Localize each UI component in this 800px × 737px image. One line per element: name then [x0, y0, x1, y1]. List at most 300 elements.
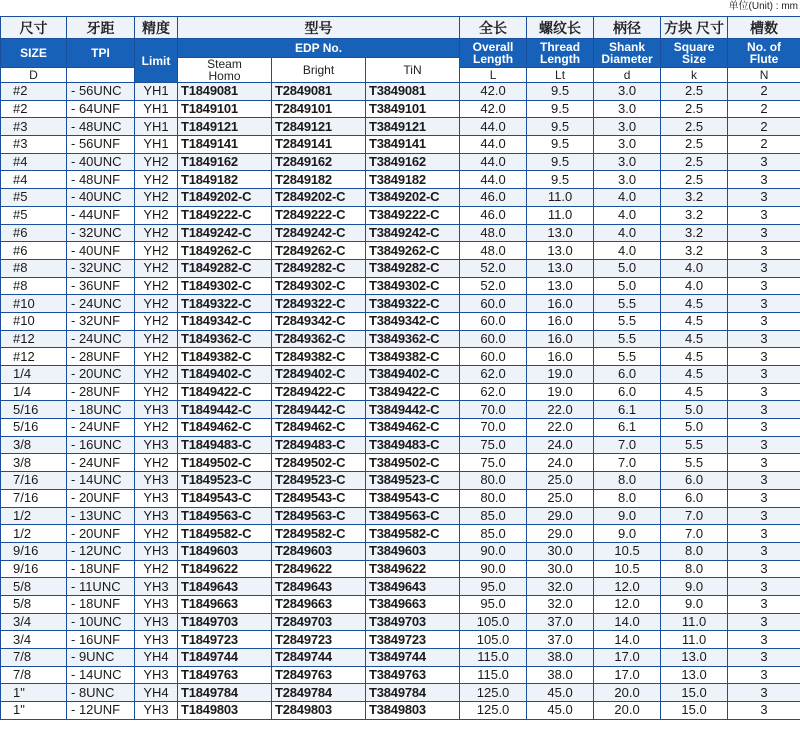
- cell-thread-length: 11.0: [527, 189, 594, 207]
- cell-steam-homo: T1849502-C: [178, 454, 272, 472]
- cell-bright: T2849663: [272, 595, 366, 613]
- cell-steam-homo: T1849282-C: [178, 259, 272, 277]
- cell-overall-length: 75.0: [460, 454, 527, 472]
- cell-flutes: 3: [728, 277, 800, 295]
- cell-tin: T3849141: [366, 136, 460, 154]
- cell-steam-homo: T1849643: [178, 578, 272, 596]
- cell-tpi: - 16UNF: [67, 631, 135, 649]
- cell-thread-length: 19.0: [527, 383, 594, 401]
- cell-tpi: - 48UNC: [67, 118, 135, 136]
- cell-bright: T2849543-C: [272, 489, 366, 507]
- cell-bright: T2849622: [272, 560, 366, 578]
- cell-size: 7/16: [1, 489, 67, 507]
- thread-line1: Thread: [540, 40, 581, 54]
- cell-overall-length: 70.0: [460, 401, 527, 419]
- cell-limit: YH3: [135, 489, 178, 507]
- cell-limit: YH3: [135, 472, 178, 490]
- table-row: [1, 595, 800, 613]
- cell-size: 9/16: [1, 560, 67, 578]
- cell-thread-length: 25.0: [527, 489, 594, 507]
- col-size-cn: 尺寸: [1, 17, 67, 39]
- cell-tin: T3849202-C: [366, 189, 460, 207]
- cell-bright: T2849101: [272, 100, 366, 118]
- cell-tpi: - 18UNF: [67, 560, 135, 578]
- shank-line2: Diameter: [601, 52, 653, 66]
- cell-square-size: 5.5: [661, 454, 728, 472]
- cell-thread-length: 9.5: [527, 83, 594, 101]
- cell-thread-length: 16.0: [527, 312, 594, 330]
- cell-size: 1/4: [1, 383, 67, 401]
- cell-shank-diameter: 14.0: [594, 613, 661, 631]
- cell-shank-diameter: 3.0: [594, 136, 661, 154]
- cell-tpi: - 18UNF: [67, 595, 135, 613]
- col-flutes-cn: 槽数: [728, 17, 800, 39]
- steam-line2: Homo: [208, 69, 241, 83]
- cell-overall-length: 105.0: [460, 631, 527, 649]
- cell-bright: T2849242-C: [272, 224, 366, 242]
- cell-thread-length: 9.5: [527, 118, 594, 136]
- cell-bright: T2849422-C: [272, 383, 366, 401]
- cell-shank-diameter: 5.5: [594, 312, 661, 330]
- cell-tpi: - 13UNC: [67, 507, 135, 525]
- cell-tpi: - 14UNC: [67, 472, 135, 490]
- cell-thread-length: 16.0: [527, 295, 594, 313]
- cell-size: #2: [1, 83, 67, 101]
- cell-size: 5/8: [1, 578, 67, 596]
- cell-steam-homo: T1849803: [178, 702, 272, 720]
- square-line2: Size: [682, 52, 707, 66]
- table-row: [1, 525, 800, 543]
- cell-limit: YH3: [135, 542, 178, 560]
- spec-table: [0, 16, 800, 720]
- cell-limit: YH3: [135, 613, 178, 631]
- cell-shank-diameter: 3.0: [594, 100, 661, 118]
- cell-flutes: 3: [728, 472, 800, 490]
- cell-thread-length: 9.5: [527, 136, 594, 154]
- cell-overall-length: 95.0: [460, 595, 527, 613]
- cell-steam-homo: T1849523-C: [178, 472, 272, 490]
- cell-bright: T2849182: [272, 171, 366, 189]
- table-row: [1, 436, 800, 454]
- cell-size: #6: [1, 242, 67, 260]
- cell-shank-diameter: 8.0: [594, 489, 661, 507]
- cell-size: 1": [1, 702, 67, 720]
- cell-limit: YH2: [135, 277, 178, 295]
- cell-flutes: 3: [728, 436, 800, 454]
- cell-overall-length: 85.0: [460, 507, 527, 525]
- cell-bright: T2849402-C: [272, 366, 366, 384]
- steam-line1: Steam: [207, 57, 242, 71]
- cell-tin: T3849342-C: [366, 312, 460, 330]
- cell-square-size: 2.5: [661, 83, 728, 101]
- cell-square-size: 8.0: [661, 560, 728, 578]
- cell-tpi: - 24UNF: [67, 454, 135, 472]
- cell-bright: T2849643: [272, 578, 366, 596]
- cell-shank-diameter: 3.0: [594, 171, 661, 189]
- cell-tin: T3849182: [366, 171, 460, 189]
- col-steam-homo: [178, 58, 272, 83]
- cell-square-size: 11.0: [661, 613, 728, 631]
- cell-flutes: 3: [728, 578, 800, 596]
- cell-flutes: 3: [728, 702, 800, 720]
- table-row: [1, 649, 800, 667]
- cell-flutes: 3: [728, 206, 800, 224]
- sym-shank-diameter: d: [594, 68, 661, 83]
- cell-tin: T3849101: [366, 100, 460, 118]
- cell-thread-length: 32.0: [527, 595, 594, 613]
- shank-line1: Shank: [609, 40, 646, 54]
- col-tpi-cn: 牙距: [67, 17, 135, 39]
- table-row: [1, 383, 800, 401]
- sym-square-size: k: [661, 68, 728, 83]
- cell-shank-diameter: 10.5: [594, 542, 661, 560]
- col-thread-length-en: [527, 39, 594, 68]
- cell-tpi: - 40UNF: [67, 242, 135, 260]
- cell-size: #6: [1, 224, 67, 242]
- cell-steam-homo: T1849784: [178, 684, 272, 702]
- cell-tin: T3849402-C: [366, 366, 460, 384]
- cell-steam-homo: T1849101: [178, 100, 272, 118]
- cell-flutes: 3: [728, 649, 800, 667]
- cell-limit: YH2: [135, 224, 178, 242]
- table-row: [1, 613, 800, 631]
- cell-steam-homo: T1849302-C: [178, 277, 272, 295]
- cell-thread-length: 16.0: [527, 330, 594, 348]
- cell-limit: YH2: [135, 206, 178, 224]
- cell-square-size: 15.0: [661, 702, 728, 720]
- table-row: [1, 454, 800, 472]
- cell-tin: T3849502-C: [366, 454, 460, 472]
- cell-flutes: 3: [728, 507, 800, 525]
- cell-steam-homo: T1849222-C: [178, 206, 272, 224]
- col-shank-diameter-cn: 柄径: [594, 17, 661, 39]
- table-row: [1, 136, 800, 154]
- cell-overall-length: 44.0: [460, 153, 527, 171]
- cell-thread-length: 38.0: [527, 666, 594, 684]
- table-row: [1, 666, 800, 684]
- cell-shank-diameter: 3.0: [594, 83, 661, 101]
- table-row: [1, 277, 800, 295]
- cell-tpi: - 36UNF: [67, 277, 135, 295]
- cell-square-size: 5.0: [661, 419, 728, 437]
- cell-shank-diameter: 10.5: [594, 560, 661, 578]
- table-row: [1, 242, 800, 260]
- cell-thread-length: 37.0: [527, 613, 594, 631]
- cell-thread-length: 30.0: [527, 560, 594, 578]
- thread-line2: Length: [540, 52, 581, 66]
- cell-square-size: 15.0: [661, 684, 728, 702]
- cell-flutes: 3: [728, 348, 800, 366]
- cell-square-size: 4.0: [661, 277, 728, 295]
- cell-size: 3/4: [1, 613, 67, 631]
- cell-square-size: 4.5: [661, 383, 728, 401]
- cell-flutes: 2: [728, 83, 800, 101]
- cell-limit: YH2: [135, 366, 178, 384]
- cell-tin: T3849302-C: [366, 277, 460, 295]
- cell-tpi: - 8UNC: [67, 684, 135, 702]
- table-row: [1, 171, 800, 189]
- cell-size: #3: [1, 136, 67, 154]
- cell-square-size: 13.0: [661, 666, 728, 684]
- cell-square-size: 2.5: [661, 100, 728, 118]
- cell-shank-diameter: 17.0: [594, 649, 661, 667]
- sym-thread-length: Lt: [527, 68, 594, 83]
- cell-square-size: 2.5: [661, 118, 728, 136]
- cell-bright: T2849502-C: [272, 454, 366, 472]
- cell-thread-length: 9.5: [527, 100, 594, 118]
- cell-tpi: - 56UNC: [67, 83, 135, 101]
- header-row-en: [1, 39, 800, 58]
- cell-bright: T2849362-C: [272, 330, 366, 348]
- cell-thread-length: 29.0: [527, 525, 594, 543]
- cell-flutes: 3: [728, 295, 800, 313]
- col-size-en: SIZE: [1, 39, 67, 68]
- cell-thread-length: 9.5: [527, 171, 594, 189]
- cell-size: #12: [1, 330, 67, 348]
- cell-size: #4: [1, 153, 67, 171]
- cell-shank-diameter: 6.0: [594, 366, 661, 384]
- cell-limit: YH2: [135, 189, 178, 207]
- cell-tpi: - 48UNF: [67, 171, 135, 189]
- cell-flutes: 2: [728, 100, 800, 118]
- cell-square-size: 2.5: [661, 171, 728, 189]
- cell-overall-length: 52.0: [460, 259, 527, 277]
- cell-flutes: 2: [728, 136, 800, 154]
- cell-shank-diameter: 3.0: [594, 118, 661, 136]
- cell-flutes: 3: [728, 383, 800, 401]
- cell-flutes: 3: [728, 366, 800, 384]
- cell-tin: T3849663: [366, 595, 460, 613]
- cell-bright: T2849703: [272, 613, 366, 631]
- cell-size: 3/8: [1, 436, 67, 454]
- cell-tin: T3849803: [366, 702, 460, 720]
- cell-flutes: 3: [728, 542, 800, 560]
- cell-overall-length: 125.0: [460, 702, 527, 720]
- cell-limit: YH4: [135, 649, 178, 667]
- cell-limit: YH1: [135, 136, 178, 154]
- cell-steam-homo: T1849744: [178, 649, 272, 667]
- cell-bright: T2849483-C: [272, 436, 366, 454]
- cell-shank-diameter: 5.5: [594, 295, 661, 313]
- cell-tin: T3849322-C: [366, 295, 460, 313]
- cell-flutes: 3: [728, 419, 800, 437]
- cell-bright: T2849342-C: [272, 312, 366, 330]
- cell-shank-diameter: 3.0: [594, 153, 661, 171]
- table-row: [1, 631, 800, 649]
- cell-overall-length: 48.0: [460, 242, 527, 260]
- cell-steam-homo: T1849342-C: [178, 312, 272, 330]
- cell-shank-diameter: 12.0: [594, 578, 661, 596]
- cell-size: #10: [1, 312, 67, 330]
- cell-thread-length: 37.0: [527, 631, 594, 649]
- cell-overall-length: 60.0: [460, 348, 527, 366]
- cell-size: 9/16: [1, 542, 67, 560]
- cell-square-size: 3.2: [661, 242, 728, 260]
- cell-flutes: 2: [728, 118, 800, 136]
- cell-steam-homo: T1849622: [178, 560, 272, 578]
- unit-note: 单位(Unit) : mm: [728, 1, 798, 12]
- cell-thread-length: 19.0: [527, 366, 594, 384]
- cell-tin: T3849262-C: [366, 242, 460, 260]
- cell-tpi: - 10UNC: [67, 613, 135, 631]
- table-row: [1, 684, 800, 702]
- cell-size: 5/16: [1, 401, 67, 419]
- cell-tpi: - 20UNC: [67, 366, 135, 384]
- cell-flutes: 3: [728, 666, 800, 684]
- cell-size: #4: [1, 171, 67, 189]
- cell-thread-length: 13.0: [527, 259, 594, 277]
- cell-size: 3/8: [1, 454, 67, 472]
- cell-bright: T2849202-C: [272, 189, 366, 207]
- cell-overall-length: 80.0: [460, 489, 527, 507]
- cell-shank-diameter: 7.0: [594, 436, 661, 454]
- cell-steam-homo: T1849723: [178, 631, 272, 649]
- cell-steam-homo: T1849442-C: [178, 401, 272, 419]
- cell-shank-diameter: 4.0: [594, 189, 661, 207]
- cell-thread-length: 9.5: [527, 153, 594, 171]
- cell-tpi: - 20UNF: [67, 489, 135, 507]
- cell-tpi: - 11UNC: [67, 578, 135, 596]
- cell-size: #3: [1, 118, 67, 136]
- cell-tin: T3849462-C: [366, 419, 460, 437]
- col-tpi-en: TPI: [67, 39, 135, 68]
- cell-bright: T2849723: [272, 631, 366, 649]
- cell-shank-diameter: 5.0: [594, 259, 661, 277]
- flutes-line2: Flute: [749, 52, 779, 66]
- cell-tin: T3849603: [366, 542, 460, 560]
- cell-overall-length: 52.0: [460, 277, 527, 295]
- cell-limit: YH2: [135, 525, 178, 543]
- cell-tpi: - 28UNF: [67, 348, 135, 366]
- cell-tin: T3849362-C: [366, 330, 460, 348]
- cell-size: 7/16: [1, 472, 67, 490]
- cell-tin: T3849622: [366, 560, 460, 578]
- cell-steam-homo: T1849141: [178, 136, 272, 154]
- cell-steam-homo: T1849422-C: [178, 383, 272, 401]
- cell-bright: T2849582-C: [272, 525, 366, 543]
- cell-square-size: 3.2: [661, 224, 728, 242]
- cell-square-size: 4.5: [661, 348, 728, 366]
- cell-steam-homo: T1849262-C: [178, 242, 272, 260]
- cell-shank-diameter: 8.0: [594, 472, 661, 490]
- cell-steam-homo: T1849563-C: [178, 507, 272, 525]
- cell-limit: YH3: [135, 436, 178, 454]
- cell-overall-length: 75.0: [460, 436, 527, 454]
- table-row: [1, 702, 800, 720]
- cell-limit: YH2: [135, 454, 178, 472]
- cell-square-size: 7.0: [661, 525, 728, 543]
- col-overall-length-cn: 全长: [460, 17, 527, 39]
- cell-square-size: 2.5: [661, 136, 728, 154]
- cell-bright: T2849744: [272, 649, 366, 667]
- cell-steam-homo: T1849081: [178, 83, 272, 101]
- cell-size: #5: [1, 206, 67, 224]
- col-shank-diameter-en: [594, 39, 661, 68]
- cell-shank-diameter: 12.0: [594, 595, 661, 613]
- cell-thread-length: 13.0: [527, 224, 594, 242]
- cell-shank-diameter: 4.0: [594, 224, 661, 242]
- cell-tin: T3849442-C: [366, 401, 460, 419]
- cell-flutes: 3: [728, 312, 800, 330]
- cell-thread-length: 45.0: [527, 684, 594, 702]
- cell-shank-diameter: 9.0: [594, 507, 661, 525]
- cell-tin: T3849643: [366, 578, 460, 596]
- cell-flutes: 3: [728, 330, 800, 348]
- cell-steam-homo: T1849402-C: [178, 366, 272, 384]
- cell-limit: YH2: [135, 330, 178, 348]
- cell-bright: T2849302-C: [272, 277, 366, 295]
- cell-shank-diameter: 6.1: [594, 401, 661, 419]
- col-model-cn: 型号: [178, 17, 460, 39]
- cell-limit: YH1: [135, 118, 178, 136]
- table-row: [1, 366, 800, 384]
- cell-bright: T2849282-C: [272, 259, 366, 277]
- cell-shank-diameter: 6.0: [594, 383, 661, 401]
- cell-tin: T3849162: [366, 153, 460, 171]
- cell-tpi: - 20UNF: [67, 525, 135, 543]
- cell-thread-length: 22.0: [527, 419, 594, 437]
- cell-flutes: 3: [728, 401, 800, 419]
- cell-tpi: - 32UNF: [67, 312, 135, 330]
- cell-overall-length: 60.0: [460, 312, 527, 330]
- col-square-size-en: [661, 39, 728, 68]
- cell-tin: T3849723: [366, 631, 460, 649]
- table-row: [1, 83, 800, 101]
- cell-shank-diameter: 5.5: [594, 348, 661, 366]
- cell-thread-length: 13.0: [527, 242, 594, 260]
- cell-flutes: 3: [728, 595, 800, 613]
- cell-tin: T3849744: [366, 649, 460, 667]
- cell-steam-homo: T1849763: [178, 666, 272, 684]
- cell-limit: YH2: [135, 312, 178, 330]
- cell-tin: T3849081: [366, 83, 460, 101]
- cell-flutes: 3: [728, 454, 800, 472]
- cell-overall-length: 80.0: [460, 472, 527, 490]
- cell-bright: T2849523-C: [272, 472, 366, 490]
- cell-square-size: 4.5: [661, 366, 728, 384]
- cell-size: #12: [1, 348, 67, 366]
- cell-overall-length: 115.0: [460, 666, 527, 684]
- overall-line1: Overall: [472, 40, 514, 54]
- cell-size: 7/8: [1, 666, 67, 684]
- cell-size: 1/2: [1, 525, 67, 543]
- cell-overall-length: 46.0: [460, 206, 527, 224]
- cell-shank-diameter: 4.0: [594, 242, 661, 260]
- table-body: [1, 83, 800, 720]
- cell-limit: YH3: [135, 507, 178, 525]
- cell-steam-homo: T1849603: [178, 542, 272, 560]
- cell-square-size: 11.0: [661, 631, 728, 649]
- cell-overall-length: 125.0: [460, 684, 527, 702]
- cell-limit: YH1: [135, 83, 178, 101]
- table-row: [1, 348, 800, 366]
- table-row: [1, 560, 800, 578]
- cell-square-size: 9.0: [661, 578, 728, 596]
- cell-size: 5/8: [1, 595, 67, 613]
- cell-thread-length: 16.0: [527, 348, 594, 366]
- cell-tin: T3849121: [366, 118, 460, 136]
- cell-tin: T3849763: [366, 666, 460, 684]
- cell-overall-length: 48.0: [460, 224, 527, 242]
- table-row: [1, 312, 800, 330]
- cell-square-size: 8.0: [661, 542, 728, 560]
- cell-thread-length: 24.0: [527, 436, 594, 454]
- cell-square-size: 4.0: [661, 259, 728, 277]
- cell-shank-diameter: 6.1: [594, 419, 661, 437]
- cell-square-size: 13.0: [661, 649, 728, 667]
- cell-flutes: 3: [728, 684, 800, 702]
- cell-thread-length: 30.0: [527, 542, 594, 560]
